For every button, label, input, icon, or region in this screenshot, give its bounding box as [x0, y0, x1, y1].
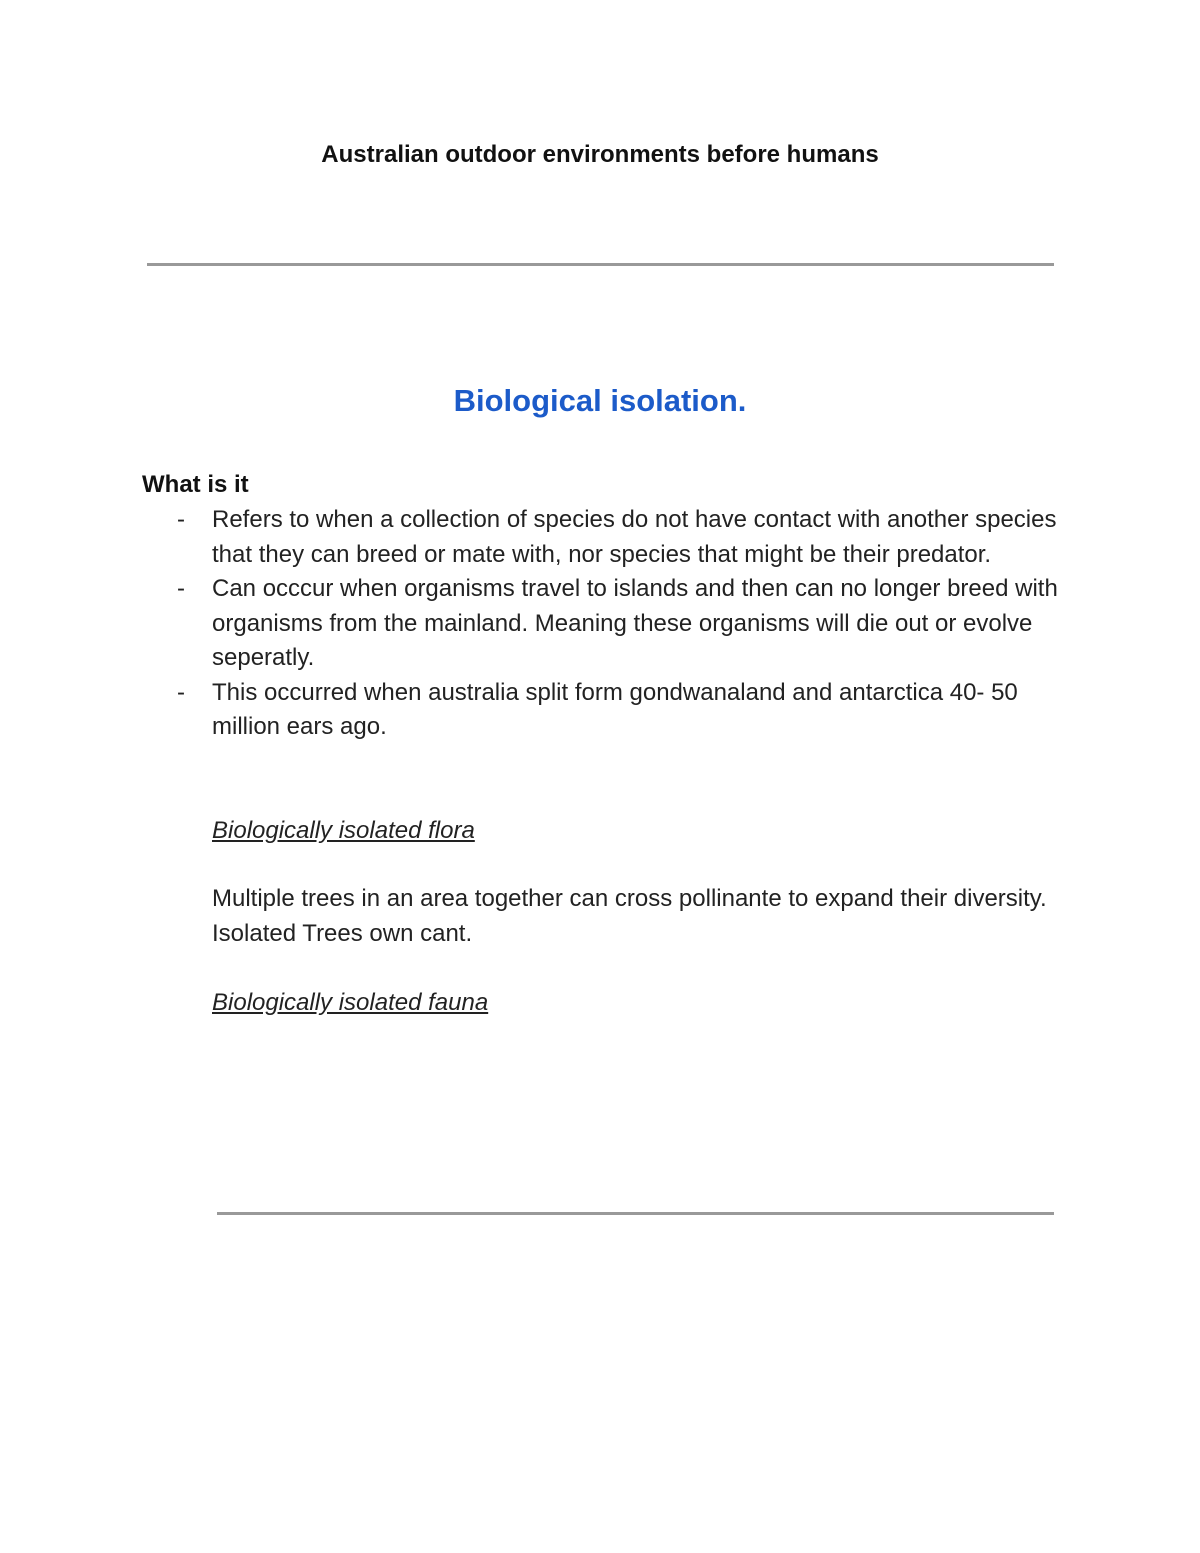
dash-bullet-marker: -	[177, 575, 185, 602]
list-item	[142, 676, 1062, 745]
bottom-horizontal-rule	[217, 1212, 1054, 1215]
subheading-what-is-it: What is it	[142, 471, 249, 498]
top-horizontal-rule	[147, 263, 1054, 266]
definition-bullet-list	[142, 503, 1062, 745]
list-item-text: Refers to when a collection of species do not have contact with another species that they can breed or mate with, nor species that might be their predator.	[212, 506, 1057, 568]
flora-paragraph: Multiple trees in an area together can cross pollinante to expand their diversity. Isolated Trees own cant.	[212, 885, 1047, 947]
list-item-text: Can occcur when organisms travel to islands and then can no longer breed with organisms from the mainland. Meaning these organisms will die out or evolve seperatly.	[212, 575, 1058, 671]
flora-subtitle: Biologically isolated flora	[212, 817, 475, 844]
dash-bullet-marker: -	[177, 506, 185, 533]
list-item	[142, 572, 1062, 676]
document-title: Australian outdoor environments before humans	[321, 141, 879, 168]
list-item	[142, 503, 1062, 572]
dash-bullet-marker: -	[177, 678, 185, 706]
fauna-subtitle: Biologically isolated fauna	[212, 989, 489, 1016]
section-heading: Biological isolation.	[453, 383, 747, 418]
list-item-text: This occurred when australia split form gondwanaland and antarctica 40- 50 million ears ago.	[212, 678, 1018, 740]
